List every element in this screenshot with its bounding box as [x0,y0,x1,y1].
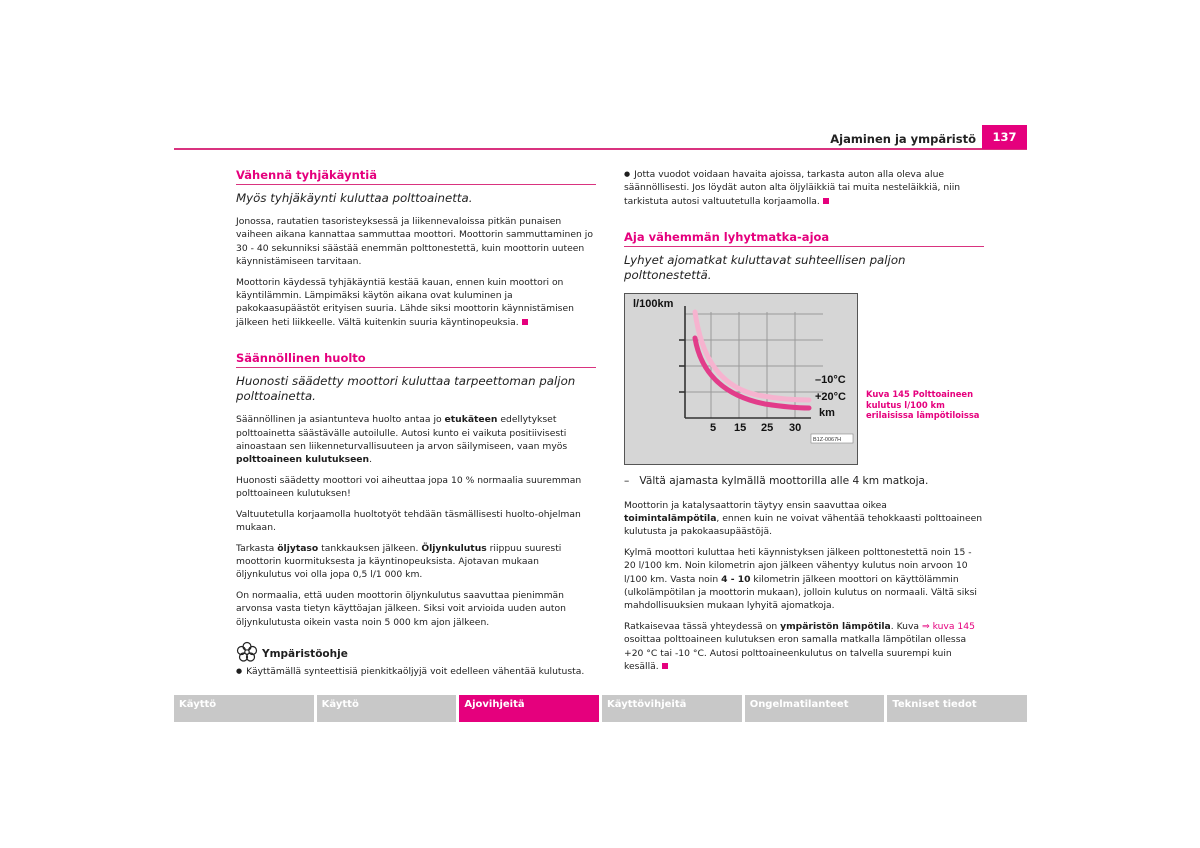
bullet-item: ● Jotta vuodot voidaan havaita ajoissa, tarkasta auton alla oleva alue säännöllisesti. Jos löydät auton alta öljyläikkiä tai muita nesteläikkiä, niin tarkistuta autosi valtuutetulla korjaamolla. [624,168,984,208]
paragraph: Ratkaisevaa tässä yhteydessä on ympäristön lämpötila. Kuva ⇒ kuva 145 osoittaa polttoaineen kulutuksen eron samalla matkalla lämpötilan ollessa +20 °C tai -10 °C. Autosi polttoaineenkulutus on talvella suurempi kuin kesällä. [624,620,975,673]
nav-tab-kaytto-1[interactable]: Käyttö [174,695,314,722]
instruction-item: – Vältä ajamasta kylmällä moottorilla alle 4 km matkoja. [624,475,929,488]
x-axis-label: km [819,407,835,420]
bullet-item: ● Käyttämällä synteettisiä pienkitkaöljyjä voit edelleen vähentää kulutusta. [236,665,596,678]
paragraph: Kylmä moottori kuluttaa heti käynnistyksen jälkeen polttonestettä noin 15 - 20 l/100 km. Noin kilometrin ajon jälkeen vähentyy kulutus noin arvoon 10 l/100 km. Vasta noin 4 - 10 kilometrin jälkeen moottori on käyttölämmin (ulkolämpötilan ja moottorin mukaan), jolloin kulutus on normaali. Vältä siksi mahdollisuuksien mukaan lyhyitä ajomatkoja. [624,546,977,612]
end-marker-icon [662,663,668,669]
flower-icon [236,641,258,663]
consumption-chart [624,293,858,465]
end-marker-icon [522,319,528,325]
chapter-nav [174,695,1027,722]
page-number: 137 [982,125,1027,149]
series-line-minus10 [695,312,809,400]
chart-svg [625,294,857,464]
figure-link[interactable]: ⇒ kuva 145 [921,620,975,632]
header-rule [174,148,1027,150]
paragraph: Säännöllinen ja asiantunteva huolto antaa jo etukäteen edellytykset polttoainetta säästävälle autoilulle. Autosi kunto ei vaikuta positiivisesti ainoastaan sen liikenneturvallisuuteen ja arvon säilymiseen, vaan myös polttoaineen kulutukseen. [236,414,568,466]
section-heading-maintenance: Säännöllinen huolto [236,351,596,368]
x-tick-label: 30 [789,422,802,435]
section-heading-short-trips: Aja vähemmän lyhytmatka-ajoa [624,230,984,247]
section-heading-idle: Vähennä tyhjäkäyntiä [236,168,596,185]
left-column [236,168,596,685]
nav-tab-ajovihjeita[interactable]: Ajovihjeitä [459,695,599,722]
page-section-title: Ajaminen ja ympäristö [830,132,976,146]
environment-note [236,641,596,663]
paragraph: Huonosti säädetty moottori voi aiheuttaa jopa 10 % normaalia suuremman polttoaineen kulutuksen! [236,474,582,500]
paragraph: Moottorin käydessä tyhjäkäyntiä kestää kauan, ennen kuin moottori on käyntilämmin. Lämpimäksi käytön aikana ovat kuluminen ja pakokaasupäästöt erityisen suuria. Lähde siksi moottorin käynnistämisen jälkeen heti liikkeelle. Vältä kuitenkin suuria käyntinopeuksia. [236,276,574,328]
section-lead-short-trips: Lyhyet ajomatkat kuluttavat suhteellisen paljon polttonestettä. [624,253,906,283]
nav-tab-ongelmatilanteet[interactable]: Ongelmatilanteet [745,695,885,722]
figure-code: B1Z-0067H [813,437,842,444]
end-marker-icon [823,198,829,204]
right-column [624,168,984,681]
x-tick-label: 25 [761,422,774,435]
paragraph: Valtuutetulla korjaamolla huoltotyöt tehdään täsmällisesti huolto-ohjelman mukaan. [236,508,581,534]
nav-tab-kayttovihjeita[interactable]: Käyttövihjeitä [602,695,742,722]
series-label-plus20: +20°C [815,391,847,404]
figure-caption: Kuva 145 Polttoaineen kulutus l/100 km erilaisissa lämpötiloissa [866,389,980,420]
paragraph: Tarkasta öljytaso tankkauksen jälkeen. Öljynkulutus riippuu suuresti moottorin kuormituksesta ja käyntinopeuksista. Ajotavan mukaan öljynkulutus voi olla jopa 0,5 l/1 000 km. [236,542,562,581]
paragraph: On normaalia, että uuden moottorin öljynkulutus saavuttaa pienimmän arvonsa vasta tietyn käyttöajan jälkeen. Siksi voit arvioida uuden auton öljynkulutusta oikein vasta noin 5 000 km ajon jälkeen. [236,589,566,628]
section-lead-maintenance: Huonosti säädetty moottori kuluttaa tarpeettoman paljon polttoainetta. [236,374,576,404]
section-lead-idle: Myös tyhjäkäynti kuluttaa polttoainetta. [236,191,473,205]
x-tick-label: 5 [710,422,717,435]
y-axis-label: l/100km [633,298,674,311]
series-label-minus10: –10°C [815,374,846,387]
paragraph: Jonossa, rautatien tasoristeyksessä ja liikennevaloissa pitkän punaisen vaiheen aikana kannattaa sammuttaa moottori. Moottorin sammuttaminen jo 30 - 40 sekunniksi säästää enemmän polttonestettä, kuin moottorin uuteen käynnistämiseen tarvitaan. [236,216,593,268]
paragraph: Moottorin ja katalysaattorin täytyy ensin saavuttaa oikea toimintalämpötila, ennen kuin ne voivat vähentää tehokkaasti polttoaineen kulutusta ja pakokaasupäästöjä. [624,499,983,538]
x-tick-label: 15 [734,422,747,435]
environment-note-title: Ympäristöohje [262,648,348,661]
nav-tab-kaytto-2[interactable]: Käyttö [317,695,457,722]
nav-tab-tekniset-tiedot[interactable]: Tekniset tiedot [887,695,1027,722]
